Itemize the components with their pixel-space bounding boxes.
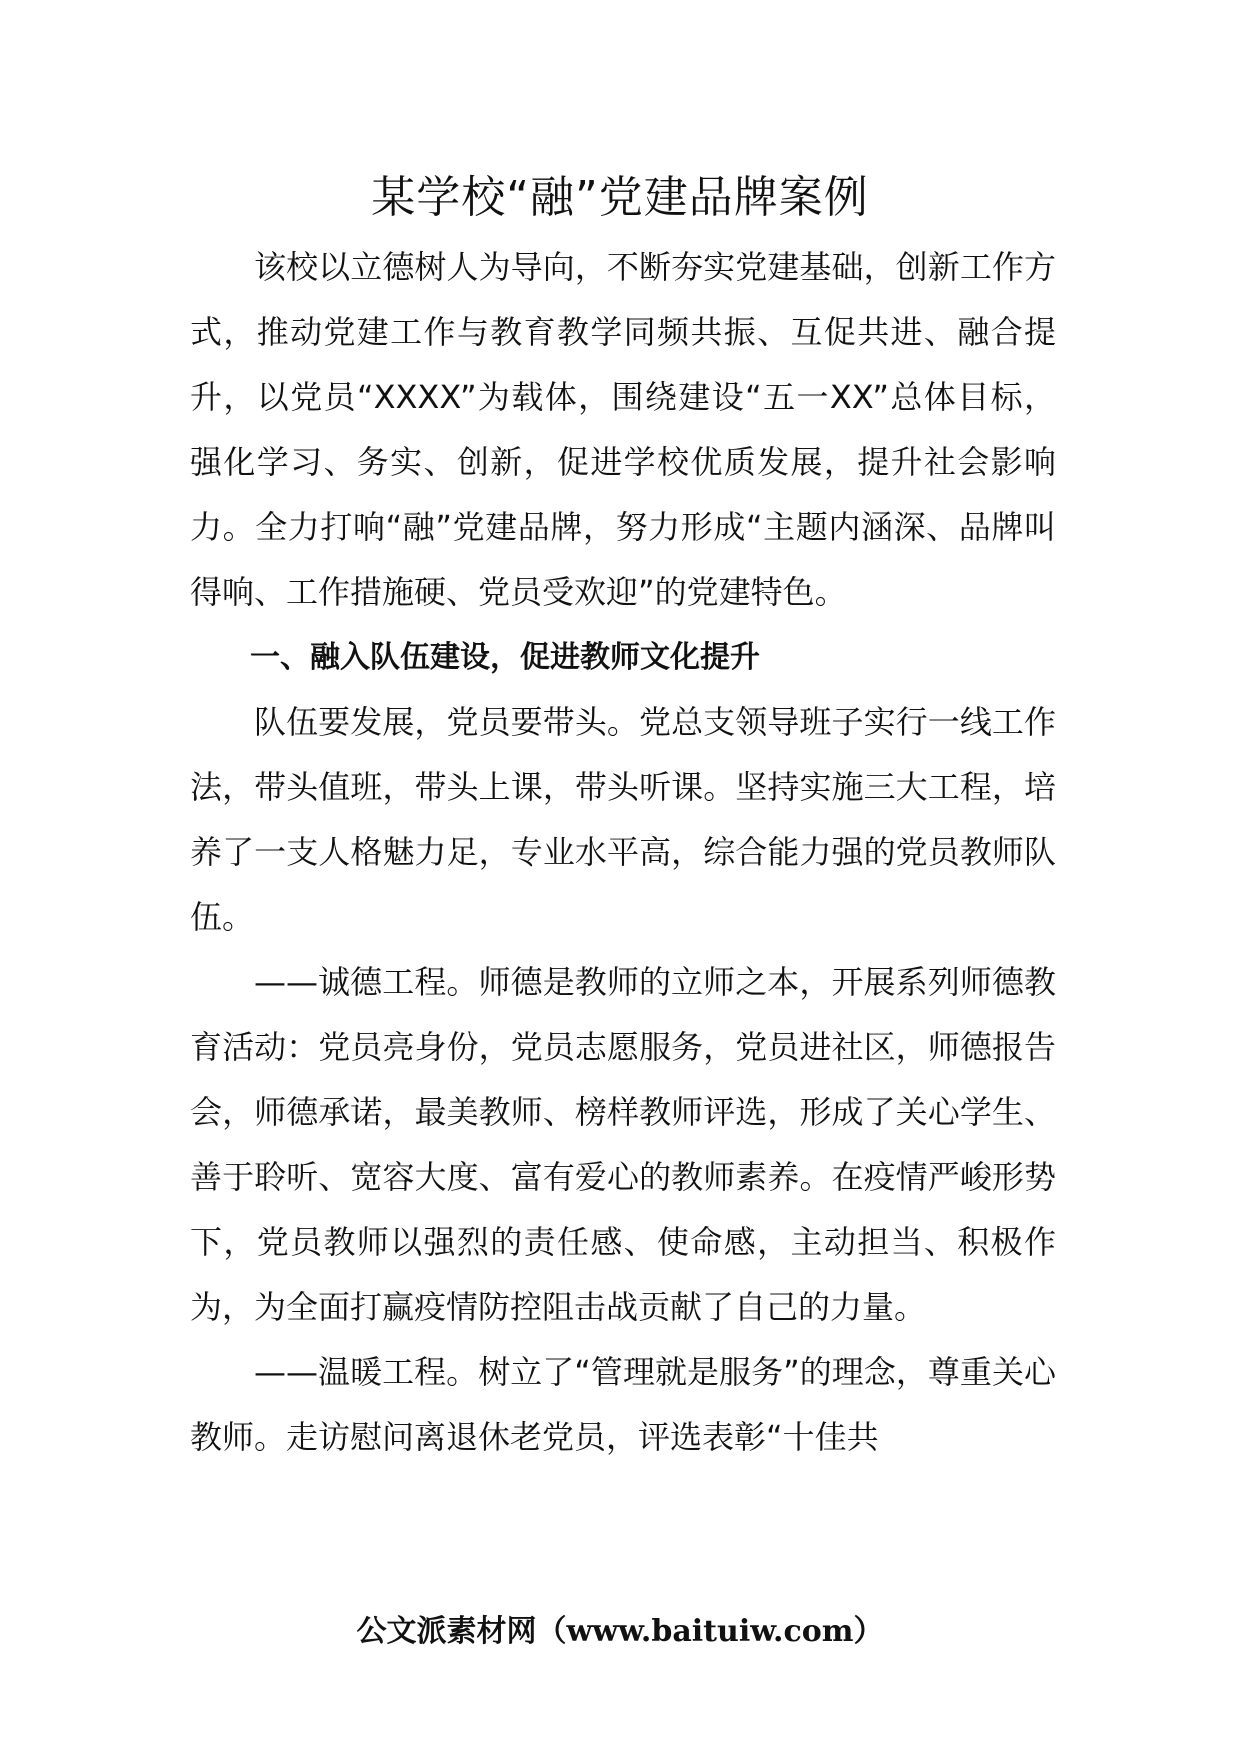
body-paragraph: ——诚德工程。师德是教师的立师之本，开展系列师德教育活动：党员亮身份，党员志愿服务，党员进社区，师德报告会，师德承诺，最美教师、榜样教师评选，形成了关心学生、善于聆听、宽容大度、富有爱心的教师素养。在疫情严峻形势下，党员教师以强烈的责任感、使命感，主动担当、积极作为，为全面打赢疫情防控阻击战贡献了自己的力量。: [190, 963, 1056, 1326]
document-body: [190, 235, 1056, 1470]
intro-paragraph: 该校以立德树人为导向，不断夯实党建基础，创新工作方式，推动党建工作与教育教学同频共振、互促共进、融合提升，以党员“XXXX”为载体，围绕建设“五一XX”总体目标，强化学习、务实、创新，促进学校优质发展，提升社会影响力。全力打响“融”党建品牌，努力形成“主题内涵深、品牌叫得响、工作措施硬、党员受欢迎”的党建特色。: [190, 248, 1056, 611]
section-heading: 一、融入队伍建设，促进教师文化提升: [250, 640, 760, 675]
footer-watermark: 公文派素材网（www.baituiw.com）: [356, 1614, 884, 1649]
document-title: 某学校“融”党建品牌案例: [371, 172, 869, 223]
body-paragraph: 队伍要发展，党员要带头。党总支领导班子实行一线工作法，带头值班，带头上课，带头听课。坚持实施三大工程，培养了一支人格魅力足，专业水平高，综合能力强的党员教师队伍。: [190, 703, 1056, 936]
body-paragraph: ——温暖工程。树立了“管理就是服务”的理念，尊重关心教师。走访慰问离退休老党员，评选表彰“十佳共: [190, 1353, 1056, 1456]
